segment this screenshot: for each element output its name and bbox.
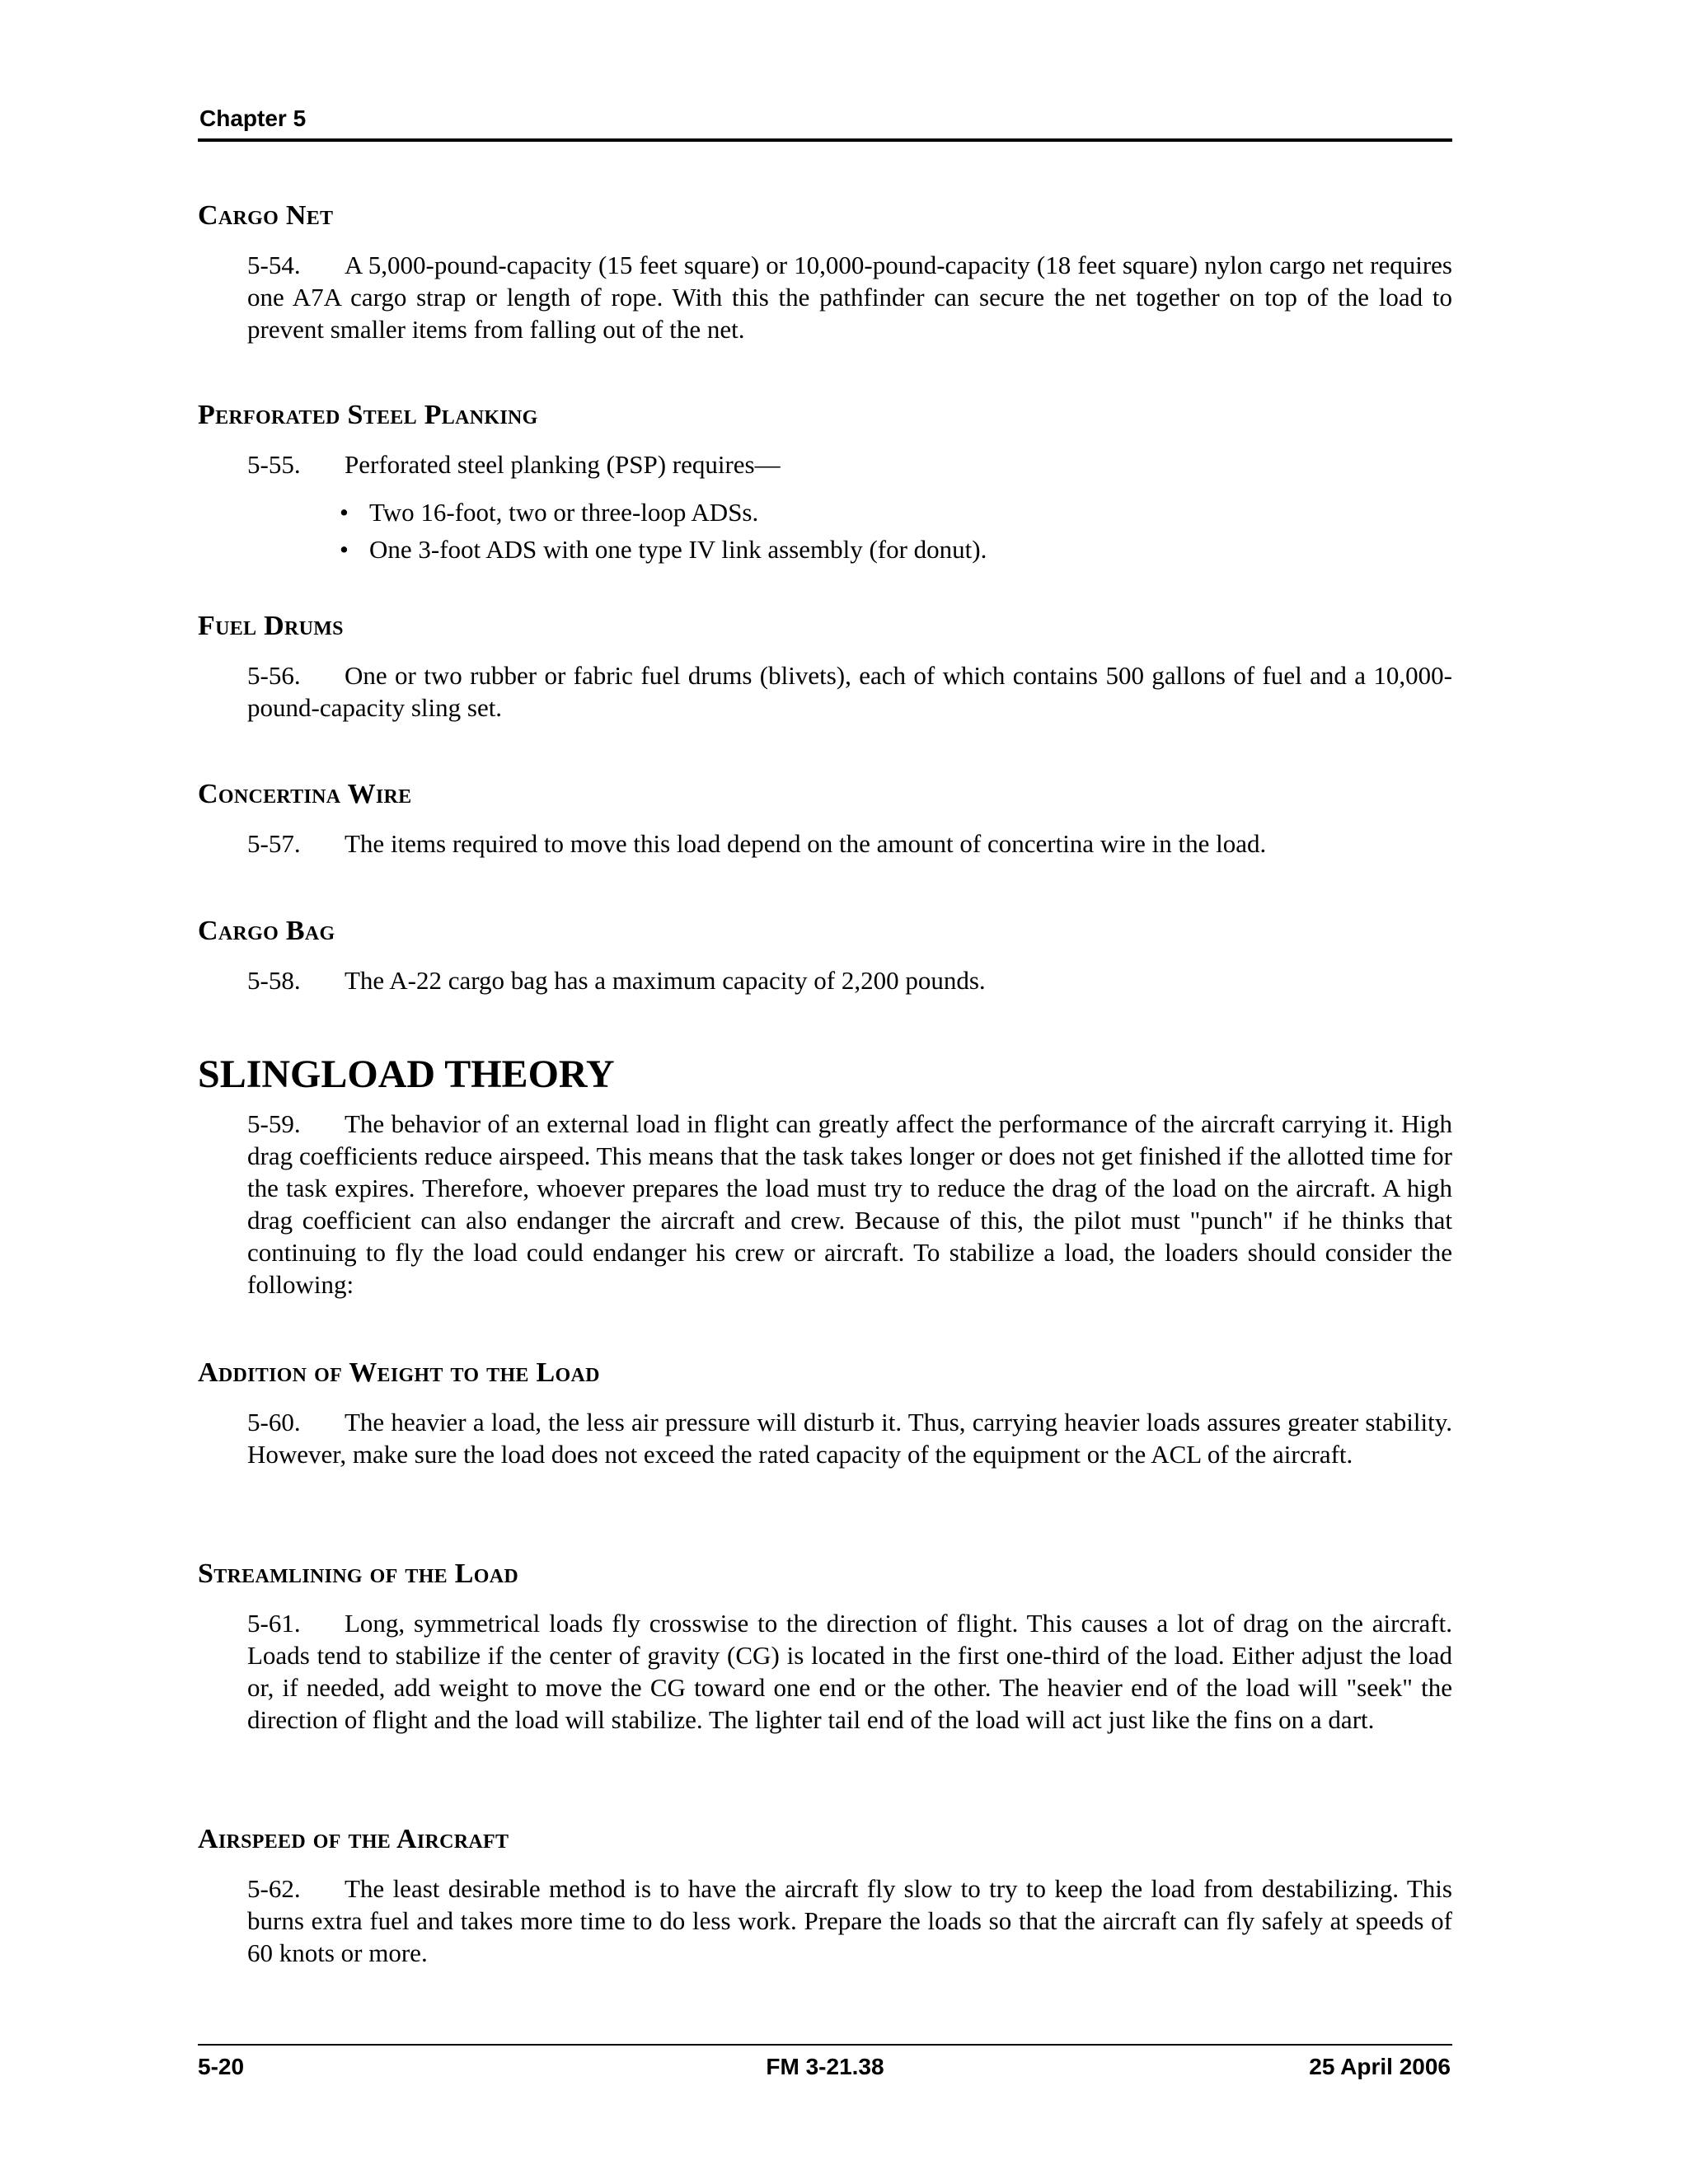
paragraph-number: 5-58.: [247, 966, 301, 995]
paragraph-5-54: [247, 249, 1452, 345]
paragraph-text: The A-22 cargo bag has a maximum capacity of 2,200 pounds.: [345, 966, 986, 995]
section-slingload-theory: [198, 1052, 1452, 1301]
paragraph-number: 5-59.: [247, 1109, 301, 1138]
paragraph-5-57: [247, 827, 1452, 860]
paragraph-text: One or two rubber or fabric fuel drums (blivets), each of which contains 500 gallons of fuel and a 10,000-pound-capacity sling set.: [247, 661, 1452, 722]
paragraph-number: 5-57.: [247, 829, 301, 858]
publication-date: 25 April 2006: [1309, 2054, 1451, 2079]
paragraph-text: The behavior of an external load in flight can greatly affect the performance of the aircraft carrying it. High drag coefficients reduce airspeed. This means that the task takes longer or does not get finished if the allotted time for the task expires. Therefore, whoever prepares the load must try to reduce the drag of the load on the aircraft. A high drag coefficient can also endanger the aircraft and crew. Because of this, the pilot must "punch" if he thinks that continuing to fly the load could endanger his crew or aircraft. To stabilize a load, the loaders should consider the following:: [247, 1109, 1452, 1299]
section-heading: Cargo Bag: [198, 916, 335, 946]
section-concertina-wire: [198, 778, 1452, 860]
section-heading: Fuel Drums: [198, 611, 344, 641]
major-heading: SLINGLOAD THEORY: [198, 1052, 615, 1096]
section-heading: Addition of Weight to the Load: [198, 1357, 600, 1388]
paragraph-number: 5-61.: [247, 1609, 301, 1638]
paragraph-5-59: [247, 1108, 1452, 1301]
section-heading: Streamlining of the Load: [198, 1558, 518, 1589]
paragraph-number: 5-55.: [247, 450, 301, 479]
paragraph-text: The items required to move this load depend on the amount of concertina wire in the load.: [345, 829, 1267, 858]
paragraph-5-55: [247, 448, 1452, 480]
running-header: [198, 105, 1452, 142]
section-heading: Perforated Steel Planking: [198, 400, 538, 430]
paragraph-5-56: [247, 659, 1452, 724]
section-perforated-steel-planking: [198, 399, 1452, 568]
document-page: [198, 0, 1452, 2184]
paragraph-text: Perforated steel planking (PSP) requires—: [345, 450, 781, 479]
paragraph-text: The heavier a load, the less air pressure will disturb it. Thus, carrying heavier loads assures greater stability. However, make sure the load does not exceed the rated capacity of the equipment or the ACL of the aircraft.: [247, 1408, 1452, 1469]
section-addition-of-weight: [198, 1357, 1452, 1470]
list-item: • One 3-foot ADS with one type IV link assembly (for donut).: [340, 531, 1452, 568]
section-cargo-bag: [198, 915, 1452, 996]
paragraph-number: 5-60.: [247, 1408, 301, 1436]
paragraph-text: A 5,000-pound-capacity (15 feet square) or 10,000-pound-capacity (18 feet square) nylon cargo net requires one A7A cargo strap or length of rope. With this the pathfinder can secure the net together on top of the load to prevent smaller items from falling out of the net.: [247, 251, 1452, 344]
paragraph-5-62: [247, 1872, 1452, 1969]
section-heading: Airspeed of the Aircraft: [198, 1824, 509, 1854]
chapter-label: Chapter 5: [199, 105, 307, 131]
section-fuel-drums: [198, 610, 1452, 724]
paragraph-number: 5-54.: [247, 251, 301, 279]
paragraph-text: The least desirable method is to have the aircraft fly slow to try to keep the load from destabilizing. This burns extra fuel and takes more time to do less work. Prepare the loads so that the aircraft can fly safely at speeds of 60 knots or more.: [247, 1874, 1452, 1967]
section-heading: Cargo Net: [198, 200, 334, 231]
section-streamlining: [198, 1558, 1452, 1736]
document-id: FM 3-21.38: [766, 2054, 884, 2079]
section-heading: Concertina Wire: [198, 779, 412, 809]
paragraph-5-58: [247, 964, 1452, 996]
paragraph-5-60: [247, 1406, 1452, 1470]
paragraph-text: Long, symmetrical loads fly crosswise to the direction of flight. This causes a lot of drag on the aircraft. Loads tend to stabilize if the center of gravity (CG) is located in the first one-third of the load. Either adjust the load or, if needed, add weight to move the CG toward one end or the other. The heavier end of the load will "seek" the direction of flight and the load will stabilize. The lighter tail end of the load will act just like the fins on a dart.: [247, 1609, 1452, 1734]
paragraph-5-61: [247, 1607, 1452, 1736]
list-item: • Two 16-foot, two or three-loop ADSs.: [340, 494, 1452, 531]
bullet-list: [198, 494, 1452, 568]
paragraph-number: 5-56.: [247, 661, 301, 690]
section-airspeed: [198, 1823, 1452, 1969]
page-number: 5-20: [198, 2054, 245, 2079]
running-footer: [198, 2044, 1452, 2087]
paragraph-number: 5-62.: [247, 1874, 301, 1903]
section-cargo-net: [198, 199, 1452, 345]
